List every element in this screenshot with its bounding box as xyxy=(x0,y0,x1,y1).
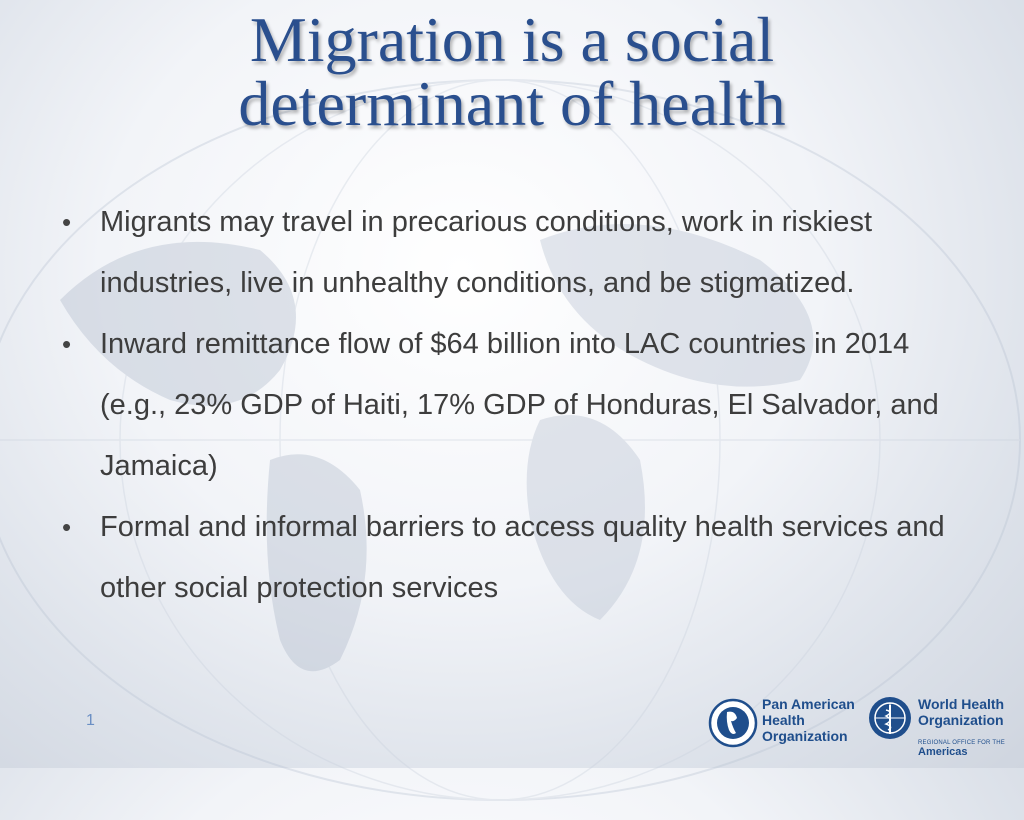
bullet-marker: • xyxy=(62,512,72,542)
paho-name xyxy=(762,696,855,744)
bullet-item xyxy=(62,314,972,497)
paho-logo xyxy=(708,690,856,756)
who-emblem-icon xyxy=(866,694,914,742)
bullet-text: Inward remittance flow of $64 billion into LAC countries in 2014 (e.g., 23% GDP of Haiti, 17% GDP of Honduras, El Salvador, and Jamaica) xyxy=(100,328,939,482)
slide-title xyxy=(0,4,1024,139)
bullet-marker: • xyxy=(62,329,72,359)
paho-name-line-3: Organization xyxy=(762,728,848,744)
paho-emblem-icon xyxy=(708,698,758,748)
slide-number: 1 xyxy=(86,712,95,729)
paho-name-line-1: Pan American xyxy=(762,696,855,712)
who-name-line-2: Organization xyxy=(918,712,1004,728)
slide-title-line-2: determinant of health xyxy=(238,68,786,139)
bullet-marker: • xyxy=(62,207,72,237)
bullet-text: Formal and informal barriers to access quality health services and other social protection services xyxy=(100,511,945,604)
bullet-item xyxy=(62,497,972,619)
who-region-label: Americas xyxy=(918,746,968,758)
bullet-list xyxy=(62,192,972,619)
footer-logos xyxy=(708,690,1013,756)
who-name xyxy=(918,696,1004,728)
who-name-line-1: World Health xyxy=(918,696,1005,712)
bullet-text: Migrants may travel in precarious conditions, work in riskiest industries, live in unhealthy conditions, and be stigmatized. xyxy=(100,206,872,299)
paho-name-line-2: Health xyxy=(762,712,805,728)
who-regional-office-label: REGIONAL OFFICE FOR THE xyxy=(918,740,1005,746)
who-logo xyxy=(866,690,1013,756)
bullet-item xyxy=(62,192,972,314)
slide-title-line-1: Migration is a social xyxy=(249,4,775,75)
